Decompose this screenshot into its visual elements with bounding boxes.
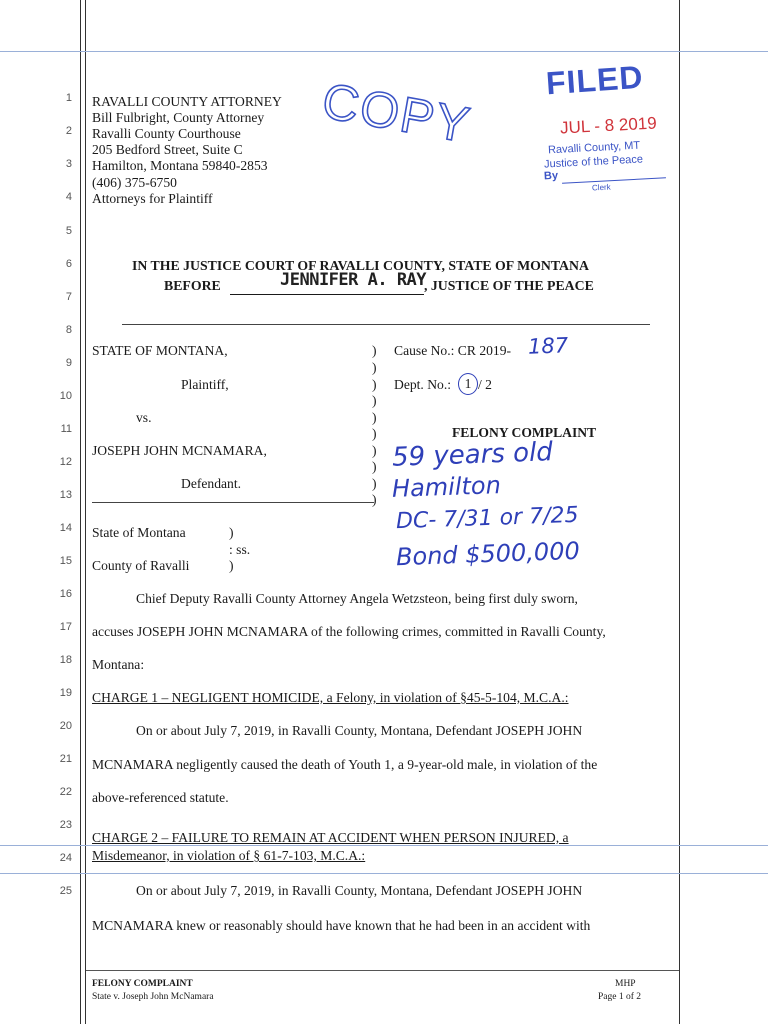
- street-address: 205 Bedford Street, Suite C: [92, 142, 243, 157]
- cause-number-label: Cause No.: CR 2019-: [394, 343, 512, 358]
- filed-by: By: [543, 169, 559, 183]
- line-number: 4: [65, 191, 72, 203]
- charge-2-heading-line-1: CHARGE 2 – FAILURE TO REMAIN AT ACCIDENT WHEN PERSON INJURED, a: [92, 830, 569, 845]
- venue-paren-1: ): [229, 525, 234, 540]
- footer-initials: MHP: [615, 979, 636, 989]
- line-number: 16: [59, 588, 72, 600]
- line-number: 1: [65, 92, 72, 104]
- courthouse: Ravalli County Courthouse: [92, 126, 241, 141]
- venue-state: State of Montana: [92, 525, 186, 540]
- judge-line: [230, 294, 424, 295]
- charge-2-line-2: MCNAMARA knew or reasonably should have known that he had been in an accident with: [92, 918, 591, 933]
- filed-court: Justice of the Peace: [543, 153, 644, 171]
- left-margin-rule-inner: [85, 0, 86, 1024]
- charge-1-heading: CHARGE 1 – NEGLIGENT HOMICIDE, a Felony, in violation of §45-5-104, M.C.A.:: [92, 690, 569, 705]
- footer-case: State v. Joseph John McNamara: [92, 992, 214, 1002]
- attorney-office: RAVALLI COUNTY ATTORNEY: [92, 94, 282, 109]
- charge-1-line-2: MCNAMARA negligently caused the death of Youth 1, a 9-year-old male, in violation of the: [92, 757, 598, 772]
- right-margin-rule: [679, 0, 680, 1024]
- line-number: 20: [59, 720, 72, 732]
- handwritten-court-dates: DC- 7/31 or 7/25: [395, 502, 579, 535]
- filed-county: Ravalli County, MT: [547, 139, 641, 157]
- handwritten-city: Hamilton: [391, 471, 502, 503]
- line-number: 13: [59, 489, 72, 501]
- dept-number-rest: / 2: [478, 377, 492, 392]
- line-number: 3: [65, 158, 72, 170]
- line-number: 21: [59, 753, 72, 765]
- attorneys-for: Attorneys for Plaintiff: [92, 191, 213, 206]
- handwritten-age: 59 years old: [391, 437, 554, 473]
- court-heading: IN THE JUSTICE COURT OF RAVALLI COUNTY, STATE OF MONTANA: [132, 258, 589, 273]
- line-number: 24: [59, 852, 72, 864]
- line-number: 10: [59, 390, 72, 402]
- line-number: 9: [65, 357, 72, 369]
- intro-line-1: Chief Deputy Ravalli County Attorney Angela Wetzsteon, being first duly sworn,: [136, 591, 578, 606]
- line-number: 12: [59, 456, 72, 468]
- defendant-label: Defendant.: [181, 476, 242, 491]
- line-number: 5: [65, 225, 72, 237]
- caption-divider: [122, 324, 650, 325]
- handwritten-bond: Bond $500,000: [395, 536, 581, 572]
- left-margin-rule: [80, 0, 81, 1024]
- dept-circled: [458, 373, 478, 395]
- line-number: 7: [65, 291, 72, 303]
- city-address: Hamilton, Montana 59840-2853: [92, 158, 268, 173]
- intro-line-3: Montana:: [92, 657, 145, 672]
- footer-rule: [86, 970, 679, 971]
- before-label: BEFORE: [164, 278, 221, 293]
- defendant-name: JOSEPH JOHN MCNAMARA,: [92, 443, 267, 458]
- venue-paren-2: ): [229, 558, 234, 573]
- line-number: 23: [59, 819, 72, 831]
- filed-clerk: Clerk: [591, 182, 611, 193]
- intro-line-2: accuses JOSEPH JOHN MCNAMARA of the following crimes, committed in Ravalli County,: [92, 624, 606, 639]
- line-number: 19: [59, 687, 72, 699]
- justice-label: , JUSTICE OF THE PEACE: [424, 278, 594, 293]
- footer-page: Page 1 of 2: [598, 992, 642, 1002]
- caption-bottom-line: [92, 502, 374, 503]
- line-number: 11: [60, 423, 72, 435]
- line-number: 6: [65, 258, 72, 270]
- line-number: 22: [59, 786, 72, 798]
- line-number: 18: [59, 654, 72, 666]
- plaintiff-label: Plaintiff,: [181, 377, 229, 392]
- line-number: 15: [59, 555, 72, 567]
- county-attorney: Bill Fulbright, County Attorney: [92, 110, 265, 125]
- dept-number-label: Dept. No.:: [394, 377, 452, 392]
- scan-line: [0, 873, 768, 874]
- dept-circled-value: 1: [464, 376, 472, 391]
- charge-1-line-3: above-referenced statute.: [92, 790, 229, 805]
- charge-1-line-1: On or about July 7, 2019, in Ravalli County, Montana, Defendant JOSEPH JOHN: [136, 723, 583, 738]
- vs-label: vs.: [136, 410, 152, 425]
- line-number: 14: [59, 522, 72, 534]
- line-number: 25: [59, 885, 72, 897]
- venue-ss: : ss.: [229, 542, 251, 557]
- venue-county: County of Ravalli: [92, 558, 190, 573]
- phone: (406) 375-6750: [92, 175, 177, 190]
- charge-2-heading-line-2: Misdemeanor, in violation of § 61-7-103, M.C.A.:: [92, 848, 366, 863]
- judge-name-handwritten: JENNIFER A. RAY: [280, 270, 427, 290]
- line-number: 8: [65, 324, 72, 336]
- charge-2-line-1: On or about July 7, 2019, in Ravalli County, Montana, Defendant JOSEPH JOHN: [136, 883, 583, 898]
- scan-line: [0, 51, 768, 52]
- document-title: FELONY COMPLAINT: [452, 425, 597, 440]
- footer-title: FELONY COMPLAINT: [92, 979, 193, 989]
- state-of-montana: STATE OF MONTANA,: [92, 343, 228, 358]
- filed-date: JUL - 8 2019: [559, 113, 658, 138]
- line-number: 2: [65, 125, 72, 137]
- cause-number-handwritten: 187: [527, 333, 569, 359]
- line-number: 17: [59, 621, 72, 633]
- filed-signature-line: [562, 177, 666, 183]
- filed-title: FILED: [544, 58, 645, 102]
- copy-stamp: COPY: [318, 72, 476, 154]
